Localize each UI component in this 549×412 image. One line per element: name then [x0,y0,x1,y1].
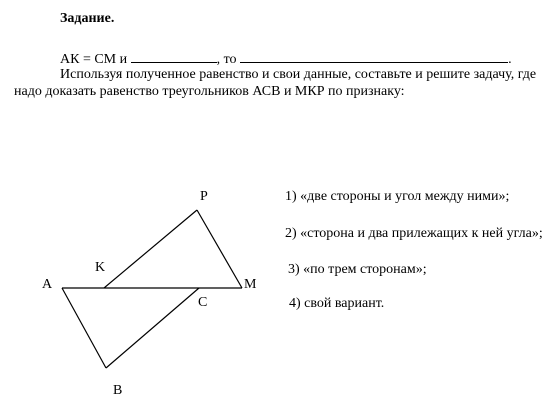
segment-pm [197,210,242,288]
option-1: 1) «две стороны и угол между ними»; [285,189,510,204]
option-2: 2) «сторона и два прилежащих к ней угла»; [285,226,543,241]
task-heading: Задание. [60,11,115,26]
instruction-line-2: надо доказать равенство треугольников АСВ и МКР по признаку: [14,84,405,99]
label-b: B [113,383,123,398]
equality-prefix: АК = СМ и [60,52,128,67]
label-c: C [198,295,208,310]
segment-ab [62,288,106,368]
segment-kp [104,210,197,288]
option-3: 3) «по трем сторонам»; [288,262,427,277]
option-4: 4) свой вариант. [289,296,385,311]
label-a: A [42,277,53,292]
label-p: P [200,189,208,204]
label-m: M [244,277,257,292]
equality-middle: , то [216,52,237,67]
equality-end: . [508,52,512,67]
segment-bc [106,288,199,368]
label-k: K [95,260,106,275]
instruction-line-1: Используя полученное равенство и свои данные, составьте и решите задачу, где [60,67,537,82]
